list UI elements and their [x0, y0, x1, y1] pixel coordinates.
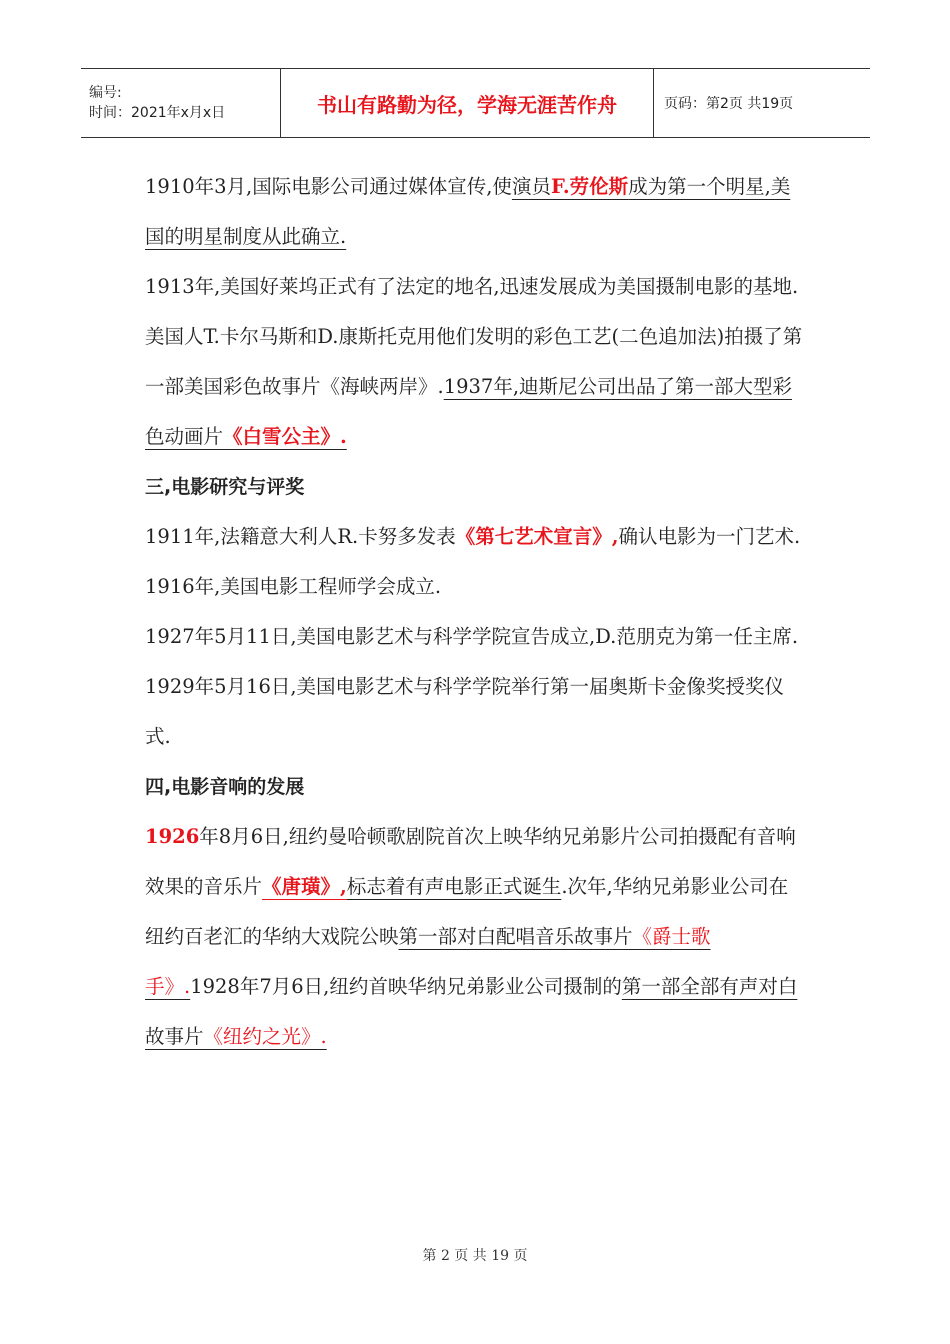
paragraph-color-film: [145, 312, 805, 462]
paragraph-1927: 1927年5月11日,美国电影艺术与科学学院宣告成立,D.范朋克为第一任主席.: [145, 625, 799, 648]
text-run: 第一部对白配唱音乐故事片: [398, 925, 633, 948]
document-number-label: 编号:: [89, 85, 122, 101]
page-footer: 第 2 页 共 19 页: [422, 1248, 528, 1264]
header-motto-cell: [281, 69, 654, 137]
text-run: 年8月6日,纽约曼哈顿歌剧院首次上映华纳兄弟影片公司拍摄配有音响效果的音乐片: [145, 825, 796, 898]
highlight-title: 《爵士歌手》.: [145, 925, 711, 998]
paragraph-1913: 1913年,美国好莱坞正式有了法定的地名,迅速发展成为美国摄制电影的基地.: [145, 275, 799, 298]
highlight-title: 《白雪公主》.: [223, 425, 347, 448]
header-motto: 书山有路勤为径，学海无涯苦作舟: [317, 92, 617, 117]
text-run: 确认电影为一门艺术.: [618, 525, 801, 548]
highlight-title: 《唐璜》,: [262, 875, 347, 898]
highlight-title: 《第七艺术宣言》,: [455, 525, 619, 548]
highlight-title: 《纽约之光》.: [203, 1025, 327, 1048]
text-run: 1928年7月6日,纽约首映华纳兄弟影业公司摄制的: [190, 975, 622, 998]
text-run: 演员: [511, 175, 551, 198]
highlight-year: 1926: [145, 825, 200, 848]
text-run: .次年,华纳兄弟影业公司在纽约百老汇的华纳大戏院公映: [145, 875, 789, 948]
underlined-run: 标志着有声电影正式诞生: [346, 875, 562, 898]
text-run: 1937年,迪斯尼公司出品了第一部大型彩色动画片: [145, 375, 793, 448]
section-heading-3: 三,电影研究与评奖: [145, 476, 305, 498]
paragraph-1926: [145, 812, 805, 1062]
document-body: [145, 162, 805, 1062]
text-run: 1911年,法籍意大利人R.卡努多发表: [145, 525, 456, 548]
paragraph-1911: [145, 512, 805, 562]
page-header: [81, 68, 870, 138]
header-page-info: 页码：第2页 共19页: [664, 96, 794, 112]
header-meta: [81, 69, 281, 137]
paragraph-1929: 1929年5月16日,美国电影艺术与科学学院举行第一届奥斯卡金像奖授奖仪式.: [145, 675, 785, 748]
paragraph-1916: 1916年,美国电影工程师学会成立.: [145, 575, 442, 598]
text-run: 1910年3月,国际电影公司通过媒体宣传,使: [145, 175, 512, 198]
section-heading-4: 四,电影音响的发展: [145, 776, 305, 798]
text-run: 成为第一个明星,美国的明星制度从此确立.: [145, 175, 791, 248]
highlight-name: F.劳伦斯: [550, 175, 629, 198]
text-run: 第一部全部有声对白故事片: [145, 975, 798, 1048]
paragraph-1910: [145, 162, 805, 262]
text-run: 美国人T.卡尔马斯和D.康斯托克用他们发明的彩色工艺(二色追加法)拍摄了第一部美国彩色故事片《海峡两岸》.: [145, 325, 803, 398]
document-date: 时间：2021年x月x日: [89, 105, 226, 121]
